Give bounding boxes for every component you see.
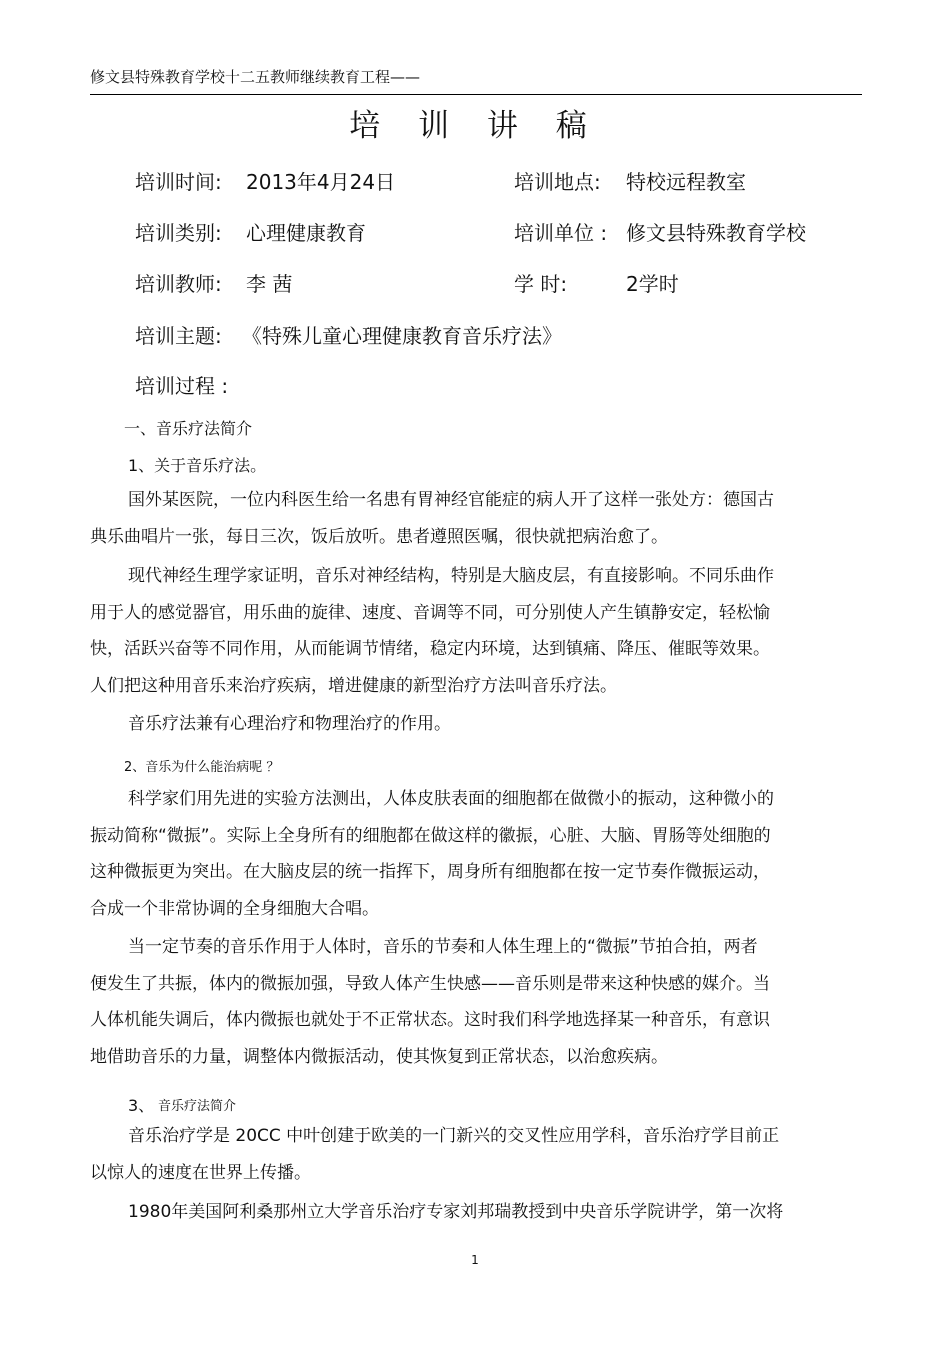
page-number: 1 [471,1253,479,1267]
paragraph-line: 以惊人的速度在世界上传播。 [90,1162,311,1183]
paragraph-line: 国外某医院，一位内科医生给一名患有胃神经官能症的病人开了这样一张处方：德国古 [128,490,774,510]
paragraph-line: 1980年美国阿利桑那州立大学音乐治疗专家刘邦瑞教授到中央音乐学院讲学，第一次将 [128,1202,784,1222]
paragraph-line: 地借助音乐的力量，调整体内微振活动，使其恢复到正常状态，以治愈疾病。 [90,1046,668,1067]
training-topic-value: 《特殊儿童心理健康教育音乐疗法》 [242,324,562,348]
subsection-heading: 2、音乐为什么能治病呢 ？ [124,760,280,775]
paragraph-line: 快，活跃兴奋等不同作用，从而能调节情绪，稳定内环境，达到镇痛、降压、催眠等效果。 [90,639,770,659]
paragraph-line: 人体机能失调后，体内微振也就处于不正常状态。这时我们科学地选择某一种音乐，有意识 [90,1010,770,1030]
paragraph-line: 这种微振更为突出。在大脑皮层的统一指挥下，周身所有细胞都在按一定节奏作微振运动， [90,862,770,882]
training-topic-label: 培训主题: [135,324,222,348]
training-time-value: 2013年4月24日 [246,170,396,194]
paragraph-line: 音乐疗法兼有心理治疗和物理治疗的作用。 [128,714,451,734]
training-teacher-label: 培训教师: [135,272,222,296]
paragraph [90,706,818,743]
paragraph-line: 人们把这种用音乐来治疗疾病，增进健康的新型治疗方法叫音乐疗法。 [90,675,617,696]
training-time-label: 培训时间: [135,170,222,194]
training-hours-value: 2学时 [626,272,679,296]
paragraph [90,558,818,704]
training-category-label: 培训类别: [135,221,222,245]
paragraph [90,1118,818,1191]
training-teacher-value: 李 茜 [246,272,293,296]
paragraph [90,929,818,1075]
paragraph-line: 科学家们用先进的实验方法测出，人体皮肤表面的细胞都在做微小的振动，这种微小的 [128,789,774,809]
header-rule [90,94,862,95]
paragraph-line: 当一定节奏的音乐作用于人体时，音乐的节奏和人体生理上的“微振”节拍合拍，两者 [128,937,758,957]
training-unit-value: 修文县特殊教育学校 [626,221,806,245]
subsection-heading: 音乐疗法简介 [158,1099,237,1114]
training-process-label: 培训过程 : [135,374,229,398]
running-header: 修文县特殊教育学校十二五教师继续教育工程—— [90,68,421,86]
paragraph-line: 用于人的感觉器官，用乐曲的旋律、速度、音调等不同，可分别使人产生镇静安定，轻松愉 [90,602,770,623]
training-category-value: 心理健康教育 [246,221,366,245]
paragraph [90,1194,818,1231]
page-title: 培 训 讲 稿 [349,108,601,144]
training-place-value: 特校远程教室 [626,170,746,194]
paragraph-line: 振动简称“微振”。实际上全身所有的细胞都在做这样的徽振，心脏、大脑、胃肠等处细胞的 [90,825,771,846]
training-hours-label: 学 时: [514,272,568,296]
paragraph-line: 现代神经生理学家证明，音乐对神经结构，特别是大脑皮层，有直接影响。不同乐曲作 [128,566,774,586]
paragraph-line: 典乐曲唱片一张，每日三次，饭后放听。患者遵照医嘱，很快就把病治愈了。 [90,526,668,547]
paragraph-line: 便发生了共振，体内的微振加强，导致人体产生快感——音乐则是带来这种快感的媒介。当 [90,973,770,994]
paragraph-line: 合成一个非常协调的全身细胞大合唱。 [90,898,379,919]
paragraph [90,482,818,555]
training-place-label: 培训地点: [514,170,601,194]
training-unit-label: 培训单位 : [514,221,608,245]
subsection-number: 3、 [128,1096,155,1115]
paragraph [90,781,818,927]
subsection-heading: 1、关于音乐疗法。 [128,456,267,475]
section-heading: 一、音乐疗法简介 [124,419,253,438]
paragraph-line: 音乐治疗学是 20CC 中叶创建于欧美的一门新兴的交叉性应用学科，音乐治疗学目前正 [128,1126,780,1146]
